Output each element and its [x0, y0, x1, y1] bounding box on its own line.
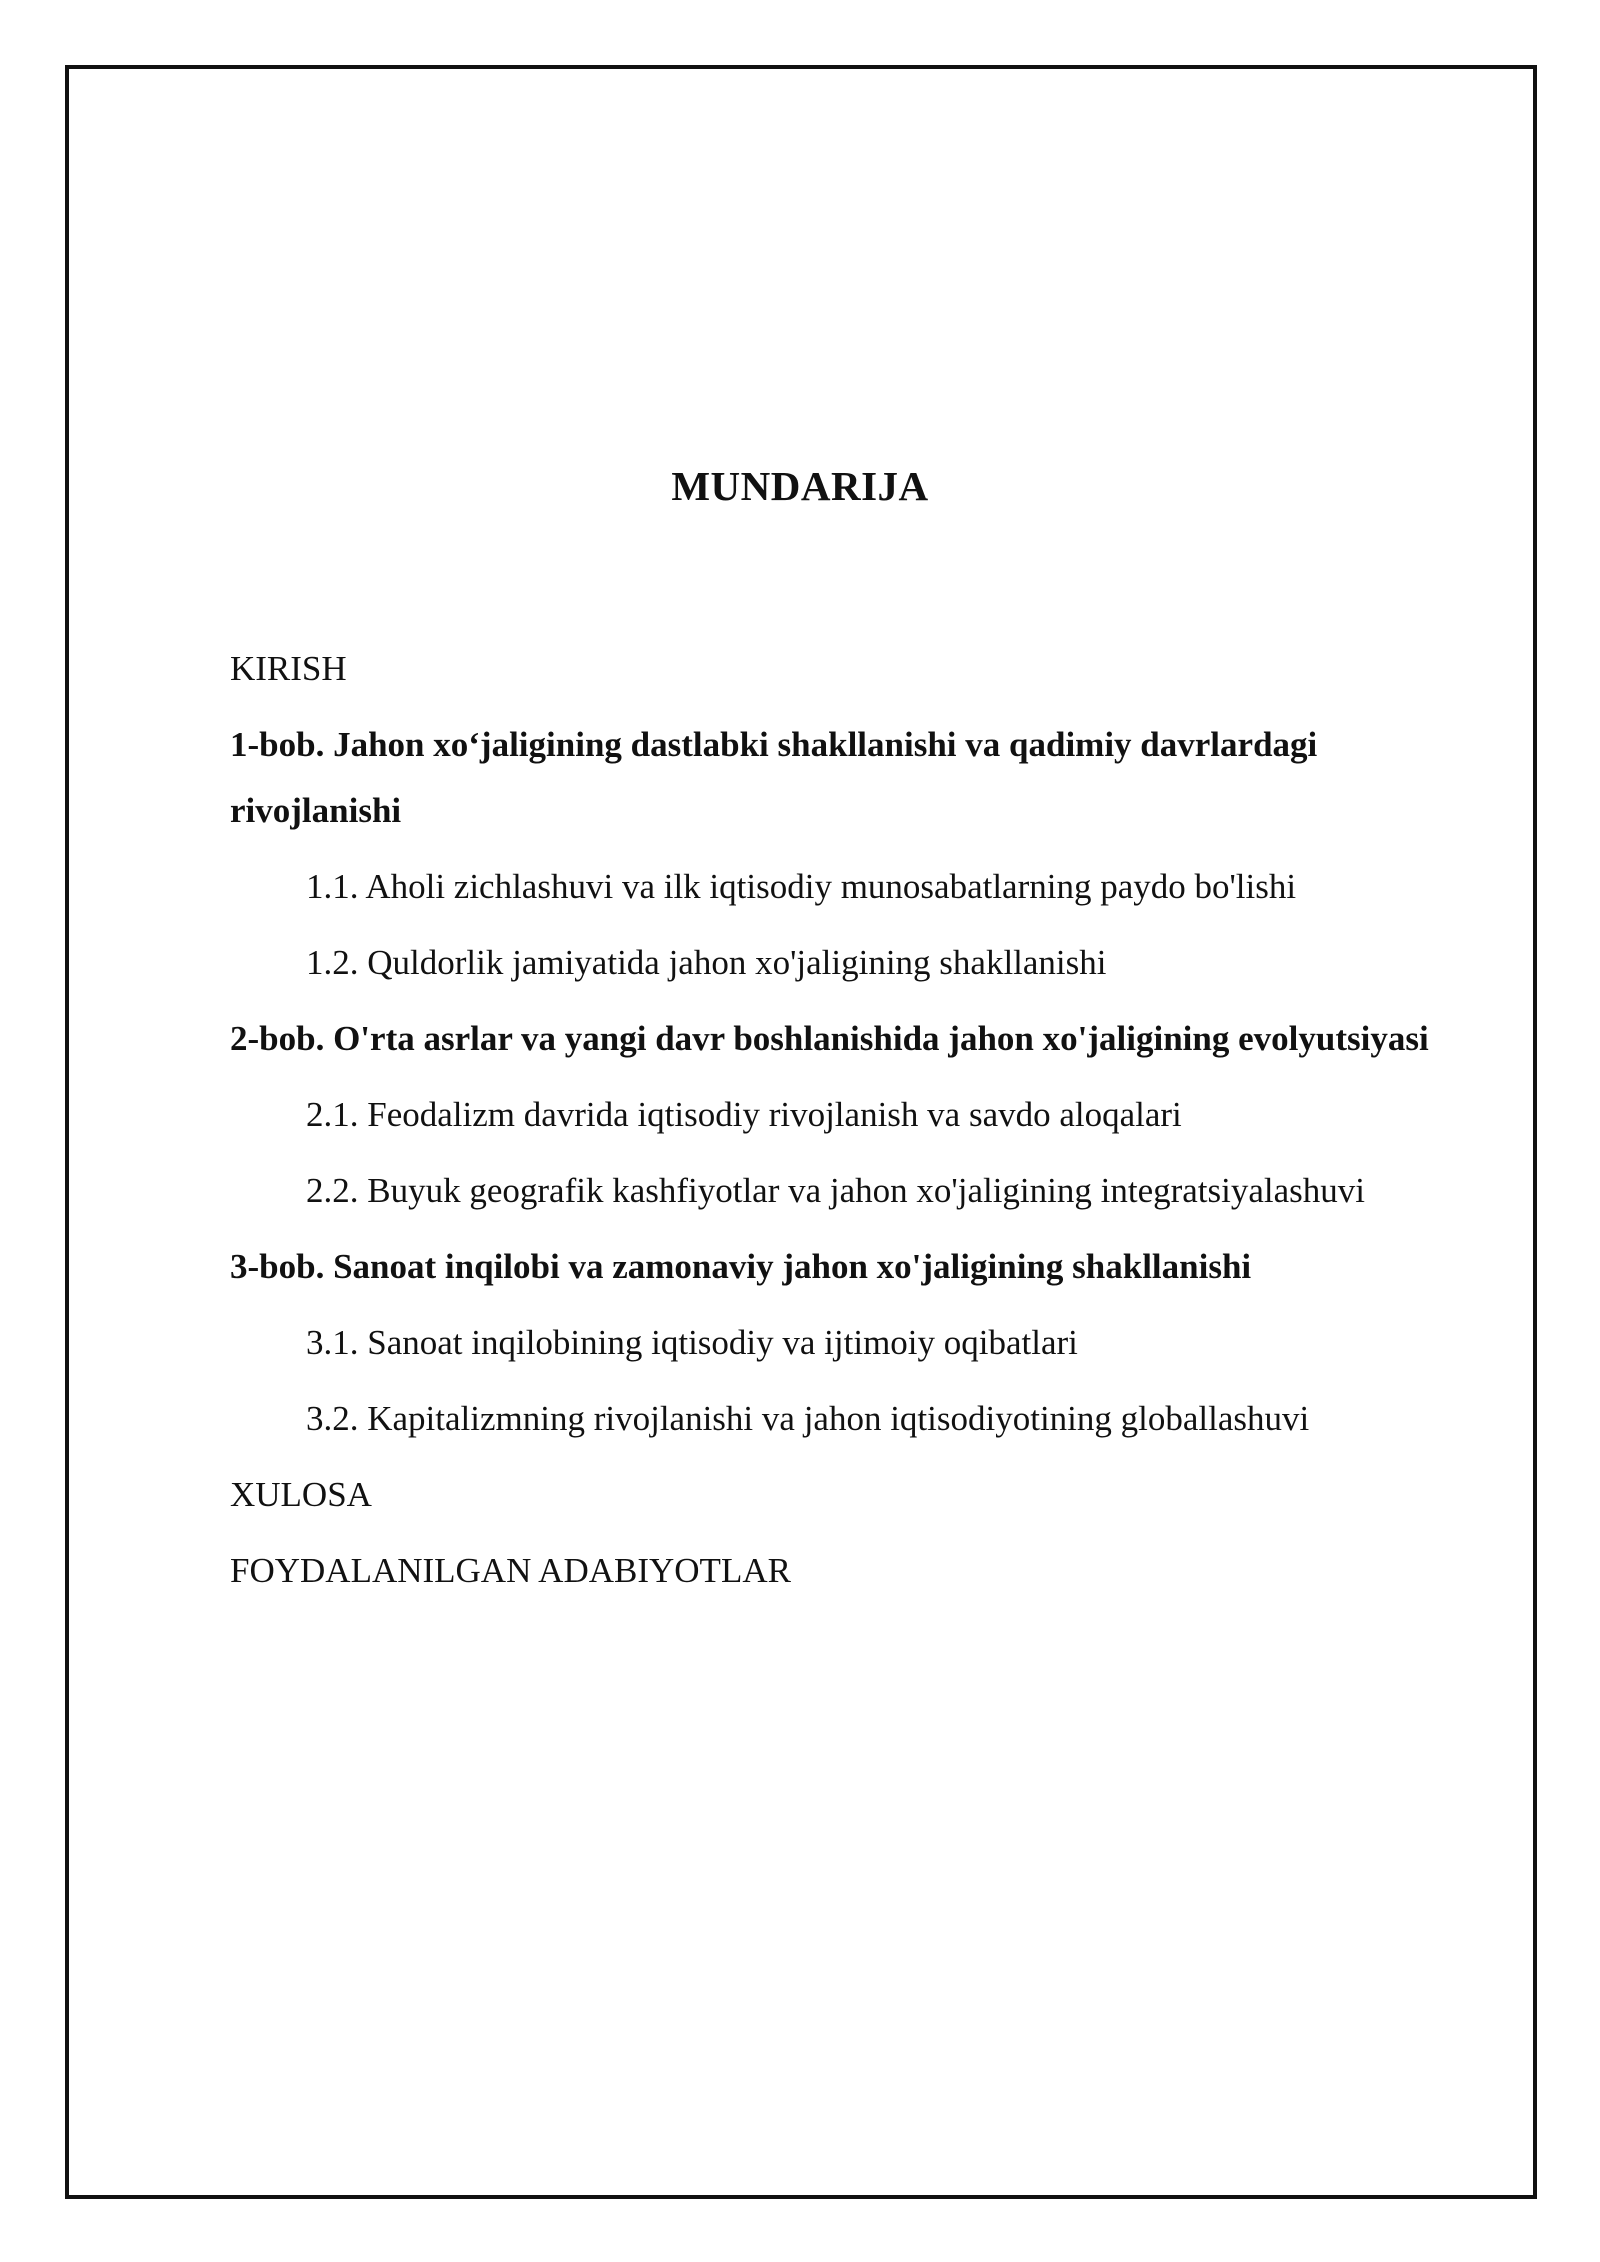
- toc-section-2-2: 2.2. Buyuk geografik kashfiyotlar va jahon xo'jaligining integratsiyalashuvi: [306, 1171, 1366, 1210]
- toc-entry-references: FOYDALANILGAN ADABIYOTLAR: [230, 1551, 791, 1590]
- toc-section-3-2: 3.2. Kapitalizmning rivojlanishi va jahon iqtisodiyotining globallashuvi: [306, 1399, 1310, 1438]
- toc-section-3-1: 3.1. Sanoat inqilobining iqtisodiy va ijtimoiy oqibatlari: [306, 1323, 1078, 1362]
- toc-chapter-3: 3-bob. Sanoat inqilobi va zamonaviy jahon xo'jaligining shakllanishi: [230, 1247, 1252, 1286]
- toc-entry-conclusion: XULOSA: [230, 1475, 372, 1514]
- toc-chapter-1: 1-bob. Jahon xo‘jaligining dastlabki shakllanishi va qadimiy davrlardagi rivojlanishi: [230, 725, 1318, 830]
- toc-entry-introduction: KIRISH: [230, 649, 347, 688]
- table-of-contents: [230, 636, 1470, 1614]
- toc-section-1-1: 1.1. Aholi zichlashuvi va ilk iqtisodiy munosabatlarning paydo bo'lishi: [306, 867, 1297, 906]
- toc-chapter-2: 2-bob. O'rta asrlar va yangi davr boshlanishida jahon xo'jaligining evolyutsiyasi: [230, 1019, 1429, 1058]
- toc-section-2-1: 2.1. Feodalizm davrida iqtisodiy rivojlanish va savdo aloqalari: [306, 1095, 1182, 1134]
- toc-section-1-2: 1.2. Quldorlik jamiyatida jahon xo'jaligining shakllanishi: [306, 943, 1107, 982]
- page-title: MUNDARIJA: [671, 463, 929, 509]
